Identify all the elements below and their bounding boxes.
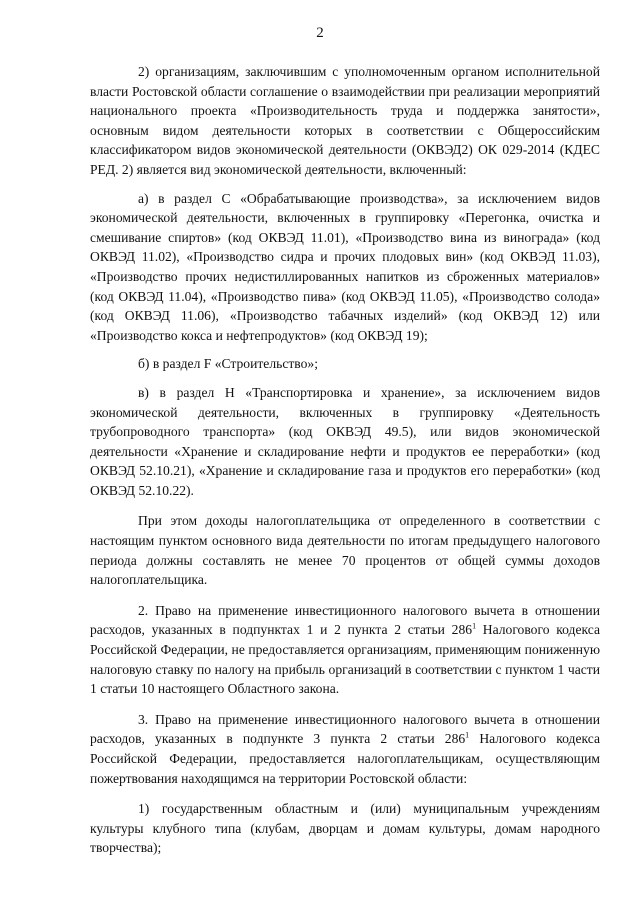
point-3-superscript: 1 xyxy=(465,730,470,740)
paragraph-point-3 xyxy=(90,710,600,788)
paragraph-point-2 xyxy=(90,601,600,699)
paragraph-income-condition: При этом доходы налогоплательщика от определенного в соответствии с настоящим пунктом основного вида деятельности по итогам предыдущего налогового периода должны составлять не менее 70 процентов от общей суммы доходов налогоплательщика. xyxy=(90,513,600,588)
page-number: 2 xyxy=(316,25,324,41)
point-2-text-end: Налогового кодекса Российской Федерации, не предоставляется организациям, применяющим пониженную налоговую ставку по налогу на прибыль организаций в соответствии с пунктом 1 части 1 статьи 10 настоящего Областного закона. xyxy=(90,622,600,697)
point-3-text-end: Налогового кодекса Российской Федерации, предоставляется налогоплательщикам, осуществляющим пожертвования находящимся на территории Ростовской области: xyxy=(90,731,600,786)
point-2-text-start: 2. Право на применение инвестиционного налогового вычета в отношении расходов, указанных в подпунктах 1 и 2 пункта 2 статьи 286 xyxy=(90,602,600,638)
point-3-text-start: 3. Право на применение инвестиционного налогового вычета в отношении расходов, указанных в подпункте 3 пункта 2 статьи 286 xyxy=(90,711,600,747)
paragraph-organizations: 2) организациям, заключившим с уполномоченным органом исполнительной власти Ростовской области соглашение о взаимодействии при реализации мероприятий национального проекта «Производительность труда и поддержка занятости», основным видом деятельности которых в соответствии с Общероссийским классификатором видов экономической деятельности (ОКВЭД2) ОК 029-2014 (КДЕС РЕД. 2) является вид экономической деятельности, включенный: xyxy=(90,64,600,177)
document-body xyxy=(90,62,600,858)
paragraph-section-f: б) в раздел F «Строительство»; xyxy=(138,356,318,372)
point-2-superscript: 1 xyxy=(472,621,477,631)
paragraph-section-h: в) в раздел H «Транспортировка и хранение», за исключением видов экономической деятельности, включенных в группировку «Деятельность трубопроводного транспорта» (код ОКВЭД 49.5), или видов экономической деятельности «Хранение и складирование нефти и продуктов ее переработки» (код ОКВЭД 52.10.21), «Хранение и складирование газа и продуктов его переработки» (код ОКВЭД 52.10.22). xyxy=(90,384,600,498)
paragraph-subitem-1: 1) государственным областным и (или) муниципальным учреждениям культуры клубного типа (клубам, дворцам и домам культуры, домам народного творчества); xyxy=(90,801,600,856)
paragraph-section-c: а) в раздел C «Обрабатывающие производства», за исключением видов экономической деятельности, включенных в группировку «Перегонка, очистка и смешивание спиртов» (код ОКВЭД 11.01), «Производство вина из винограда» (код ОКВЭД 11.02), «Производство сидра и прочих плодовых вин» (код ОКВЭД 11.03), «Производство прочих недистиллированных напитков из сброженных материалов» (код ОКВЭД 11.04), «Производство пива» (код ОКВЭД 11.05), «Производство солода» (код ОКВЭД 11.06), «Производство табачных изделий» (код ОКВЭД 12) или «Производство кокса и нефтепродуктов» (код ОКВЭД 19); xyxy=(90,190,600,343)
